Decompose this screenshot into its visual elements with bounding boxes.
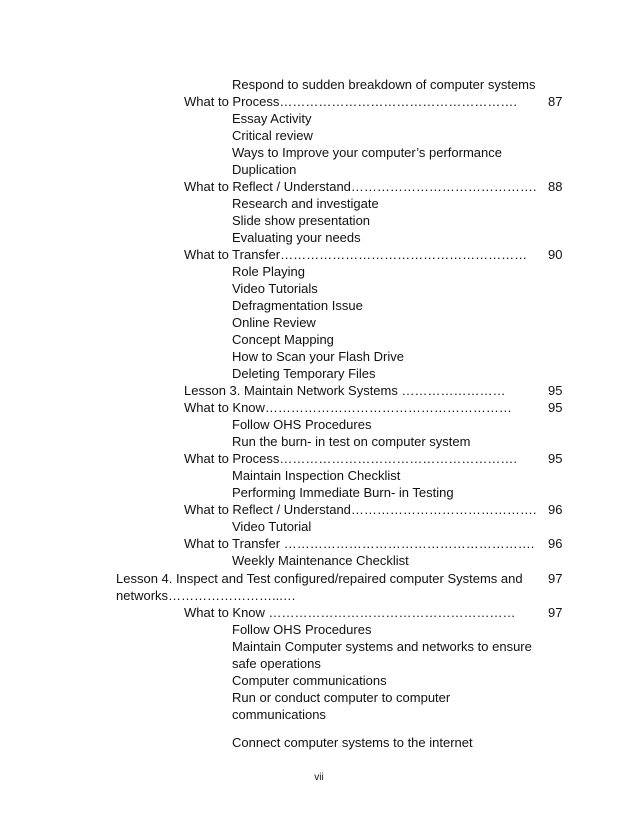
toc-subitem: Run the burn- in test on computer system [232, 434, 471, 449]
toc-page-number: 90 [548, 247, 563, 262]
toc-page-number: 88 [548, 179, 563, 194]
toc-section-entry: What to Process………………………………………………. [184, 94, 517, 109]
toc-subitem: Maintain Inspection Checklist [232, 468, 401, 483]
toc-section-entry: What to Process………………………………………………. [184, 451, 517, 466]
toc-page-number: 87 [548, 94, 563, 109]
toc-section-entry: What to Reflect / Understand……………………………………. [184, 179, 537, 194]
toc-subitem: Video Tutorial [232, 519, 312, 534]
toc-subitem: Video Tutorials [232, 281, 318, 296]
toc-subitem: Run or conduct computer to computer [232, 690, 451, 705]
toc-subitem: Follow OHS Procedures [232, 417, 372, 432]
toc-subitem: Essay Activity [232, 111, 312, 126]
toc-subitem-continued: safe operations [232, 656, 321, 671]
toc-section-entry: What to Know………………………………………………… [184, 400, 512, 415]
toc-subitem: Respond to sudden breakdown of computer systems [232, 77, 536, 92]
toc-subitem-continued: communications [232, 707, 326, 722]
toc-subitem: Ways to Improve your computer’s performance [232, 145, 502, 160]
toc-section-entry: What to Transfer …………………………………………………. [184, 536, 535, 551]
toc-lesson-entry: Lesson 4. Inspect and Test configured/repaired computer Systems and [116, 571, 523, 586]
toc-section-entry: What to Know ………………………………………………… [184, 605, 516, 620]
toc-page-number: 95 [548, 451, 563, 466]
toc-subitem: Computer communications [232, 673, 387, 688]
toc-page-number: 96 [548, 502, 563, 517]
toc-subitem: Research and investigate [232, 196, 379, 211]
toc-subitem: Connect computer systems to the internet [232, 735, 473, 750]
toc-subitem: Concept Mapping [232, 332, 334, 347]
toc-subitem: Maintain Computer systems and networks to ensure [232, 639, 532, 654]
toc-subitem: Duplication [232, 162, 297, 177]
toc-section-entry: What to Transfer………………………………………………… [184, 247, 528, 262]
toc-subitem: Follow OHS Procedures [232, 622, 372, 637]
toc-subitem: Online Review [232, 315, 316, 330]
toc-page-number: 97 [548, 571, 563, 586]
toc-subitem: Role Playing [232, 264, 305, 279]
toc-subitem: Deleting Temporary Files [232, 366, 376, 381]
toc-page-number: 95 [548, 383, 563, 398]
toc-page-number: 95 [548, 400, 563, 415]
toc-subitem: Weekly Maintenance Checklist [232, 553, 409, 568]
toc-lesson-entry: Lesson 3. Maintain Network Systems …………………… [184, 383, 506, 398]
toc-section-entry: What to Reflect / Understand……………………………………. [184, 502, 537, 517]
toc-subitem: Slide show presentation [232, 213, 371, 228]
toc-subitem: Defragmentation Issue [232, 298, 363, 313]
toc-page-number: 97 [548, 605, 563, 620]
toc-lesson-entry-continued: networks……………………...… [116, 588, 296, 603]
toc-subitem: Evaluating your needs [232, 230, 361, 245]
page-number-footer: vii [314, 772, 324, 783]
toc-subitem: How to Scan your Flash Drive [232, 349, 404, 364]
toc-page-number: 96 [548, 536, 563, 551]
toc-subitem: Critical review [232, 128, 313, 143]
toc-subitem: Performing Immediate Burn- in Testing [232, 485, 454, 500]
